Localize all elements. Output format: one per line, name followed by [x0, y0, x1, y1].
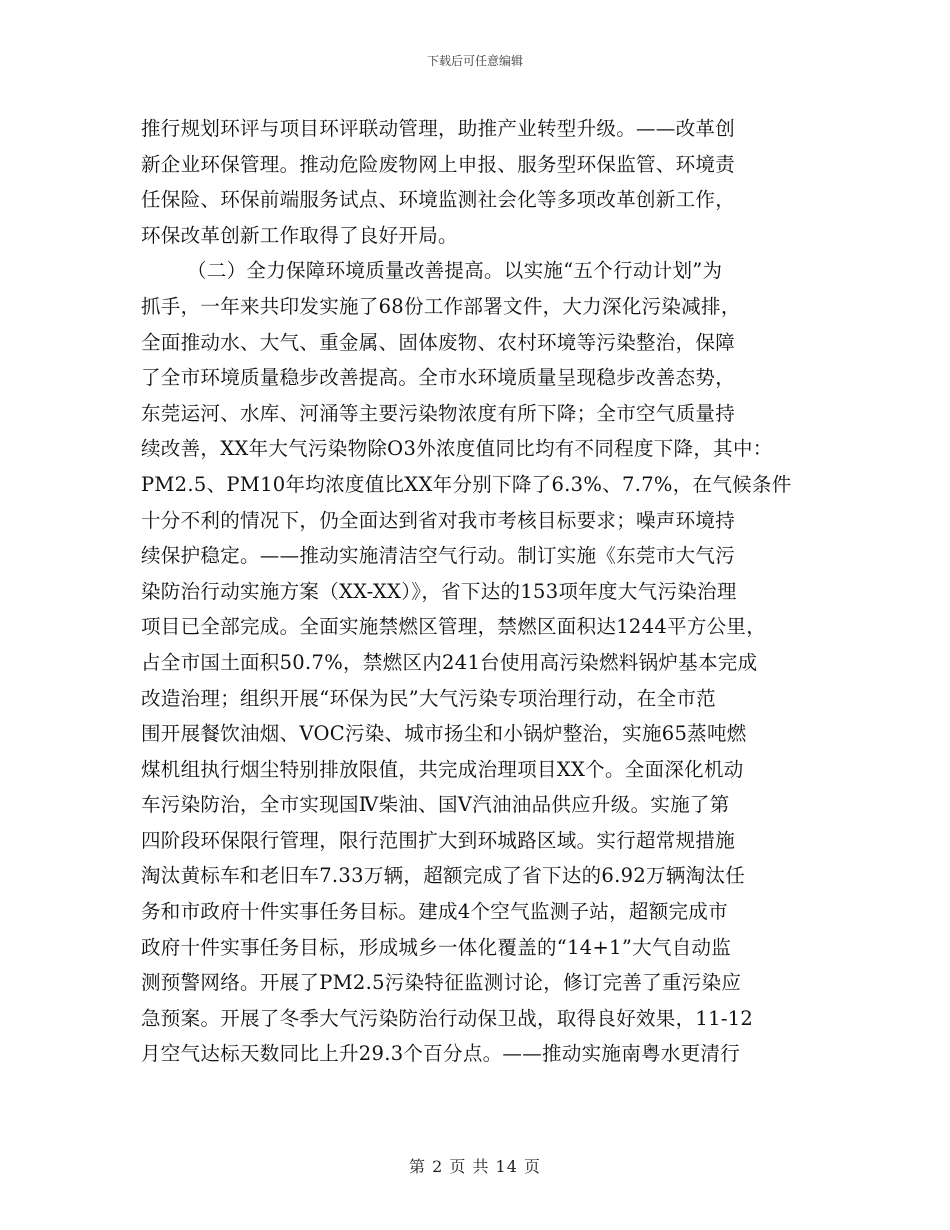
text-line: 车污染防治，全市实现国Ⅳ柴油、国Ⅴ汽油油品供应升级。实施了第 — [141, 793, 730, 817]
text-line: 月空气达标天数同比上升29.3个百分点。——推动实施南粤水更清行 — [141, 1042, 741, 1066]
text-line: 东莞运河、水库、河涌等主要污染物浓度有所下降；全市空气质量持 — [141, 401, 736, 425]
text-line: 续改善，XX年大气污染物除O3外浓度值同比均有不同程度下降，其中： — [141, 437, 773, 461]
text-line: 任保险、环保前端服务试点、环境监测社会化等多项改革创新工作， — [141, 188, 736, 212]
text-line: 急预案。开展了冬季大气污染防治行动保卫战，取得良好效果，11-12 — [141, 1006, 754, 1030]
text-line: 抓手，一年来共印发实施了68份工作部署文件，大力深化污染减排， — [141, 294, 741, 318]
text-line: 全面推动水、大气、重金属、固体废物、农村环境等污染整治，保障 — [141, 330, 736, 354]
paragraph-start-line: （二）全力保障环境质量改善提高。以实施“五个行动计划”为 — [187, 259, 723, 283]
text-line: 了全市环境质量稳步改善提高。全市水环境质量呈现稳步改善态势， — [141, 366, 736, 390]
text-line: 改造治理；组织开展“环保为民”大气污染专项治理行动，在全市范 — [141, 686, 716, 710]
text-line: 占全市国土面积50.7%，禁燃区内241台使用高污染燃料锅炉基本完成 — [141, 650, 758, 674]
text-line: 务和市政府十件实事任务目标。建成4个空气监测子站，超额完成市 — [141, 900, 728, 924]
text-line: 染防治行动实施方案（XX-XX）》，省下达的153项年度大气污染治理 — [141, 579, 737, 603]
text-line: 环保改革创新工作取得了良好开局。 — [141, 223, 458, 247]
text-line: 四阶段环保限行管理，限行范围扩大到环城路区域。实行超常规措施 — [141, 828, 736, 852]
text-line: 淘汰黄标车和老旧车7.33万辆，超额完成了省下达的6.92万辆淘汰任 — [141, 864, 746, 888]
text-line: 推行规划环评与项目环评联动管理，助推产业转型升级。——改革创 — [141, 117, 736, 140]
text-line: 围开展餐饮油烟、VOC污染、城市扬尘和小锅炉整治，实施65蒸吨燃 — [141, 722, 747, 746]
text-line: 测预警网络。开展了PM2.5污染特征监测讨论，修订完善了重污染应 — [141, 971, 742, 995]
text-line: 新企业环保管理。推动危险废物网上申报、服务型环保监管、环境责 — [141, 152, 736, 176]
page-header-note: 下载后可任意编辑 — [426, 54, 523, 68]
page-number-footer: 第 2 页 共 14 页 — [409, 1157, 541, 1176]
document-body — [141, 111, 821, 1072]
text-line: PM2.5、PM10年均浓度值比XX年分别下降了6.3%、7.7%，在气候条件 — [141, 472, 792, 496]
text-line: 政府十件实事任务目标，形成城乡一体化覆盖的“14+1”大气自动监 — [141, 935, 732, 959]
text-line: 续保护稳定。——推动实施清洁空气行动。制订实施《东莞市大气污 — [141, 544, 736, 568]
text-line: 煤机组执行烟尘特别排放限值，共完成治理项目XX个。全面深化机动 — [141, 757, 744, 781]
text-line: 十分不利的情况下，仍全面达到省对我市考核目标要求；噪声环境持 — [141, 508, 736, 532]
text-line: 项目已全部完成。全面实施禁燃区管理，禁燃区面积达1244平方公里， — [141, 615, 767, 639]
